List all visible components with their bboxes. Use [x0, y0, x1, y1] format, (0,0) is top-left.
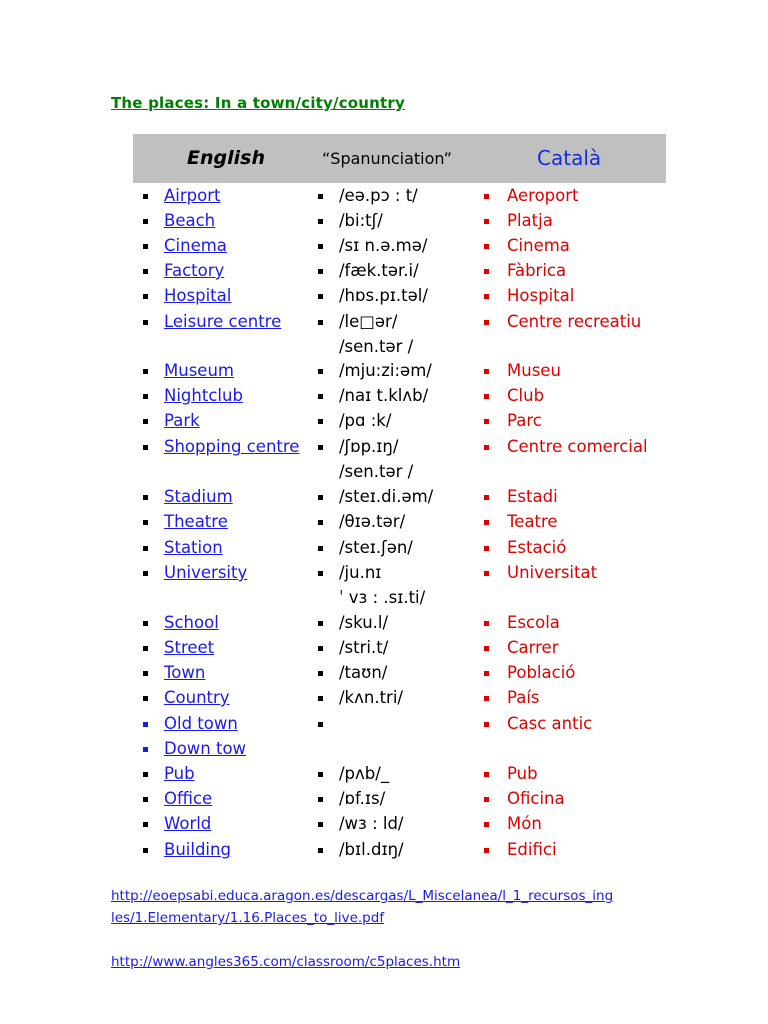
bullet-icon	[484, 194, 489, 199]
english-word-link[interactable]: Building	[164, 840, 231, 859]
catalan-word: Hospital	[507, 286, 575, 305]
bullet-icon	[143, 294, 148, 299]
catalan-word: Cinema	[507, 236, 570, 255]
english-word-link[interactable]: Down tow	[164, 739, 247, 758]
source-link-1[interactable]: http://eoepsabi.educa.aragon.es/descargas/L_Miscelanea/l_1_recursos_ing	[111, 888, 614, 904]
english-word-link[interactable]: Nightclub	[164, 386, 243, 405]
bullet-icon	[143, 546, 148, 551]
catalan-word: Centre comercial	[507, 437, 648, 456]
catalan-word: Aeroport	[507, 186, 579, 205]
pronunciation-text: /pʌb/_	[339, 764, 390, 783]
english-word-link[interactable]: Stadium	[164, 487, 233, 506]
bullet-icon	[484, 445, 489, 450]
english-word-link[interactable]: School	[164, 613, 219, 632]
table-header	[133, 134, 666, 183]
catalan-word: Museu	[507, 361, 561, 380]
english-word-link[interactable]: Airport	[164, 186, 221, 205]
english-word-link[interactable]: Beach	[164, 211, 216, 230]
english-word-link[interactable]: Park	[164, 411, 200, 430]
catalan-word: Universitat	[507, 563, 598, 582]
catalan-word: Platja	[507, 211, 553, 230]
pronunciation-text: /ju.nɪ	[339, 563, 382, 582]
bullet-icon	[484, 546, 489, 551]
bullet-icon	[484, 219, 489, 224]
pronunciation-text: /fæk.tər.i/	[339, 261, 419, 280]
bullet-icon	[318, 848, 323, 853]
bullet-icon	[143, 495, 148, 500]
header-spanunciation: “Spanunciation”	[322, 149, 452, 168]
pronunciation-text: /kʌn.tri/	[339, 688, 403, 707]
bullet-icon	[318, 696, 323, 701]
bullet-icon	[484, 722, 489, 727]
bullet-icon	[143, 671, 148, 676]
bullet-icon	[318, 219, 323, 224]
pronunciation-text: /ɒf.ɪs/	[339, 789, 386, 808]
pronunciation-text-continued: /sen.tər /	[339, 462, 414, 481]
english-word-link[interactable]: World	[164, 814, 212, 833]
bullet-icon	[143, 320, 148, 325]
catalan-word: Parc	[507, 411, 542, 430]
bullet-icon	[318, 320, 323, 325]
catalan-word: Club	[507, 386, 545, 405]
english-word-link[interactable]: Factory	[164, 261, 225, 280]
pronunciation-text: /sku.l/	[339, 613, 389, 632]
bullet-icon	[318, 822, 323, 827]
bullet-icon	[484, 646, 489, 651]
bullet-icon	[318, 621, 323, 626]
bullet-icon	[143, 445, 148, 450]
header-english: English	[187, 147, 265, 169]
pronunciation-text: /steɪ.di.əm/	[339, 487, 434, 506]
pronunciation-text: /steɪ.ʃən/	[339, 538, 413, 557]
bullet-icon	[143, 747, 148, 752]
english-word-link[interactable]: Leisure centre	[164, 312, 282, 331]
pronunciation-text: /wɜ : ld/	[339, 814, 404, 833]
pronunciation-text: /eə.pɔ : t/	[339, 186, 418, 205]
bullet-icon	[318, 445, 323, 450]
bullet-icon	[143, 419, 148, 424]
source-link-2[interactable]: http://www.angles365.com/classroom/c5places.htm	[111, 954, 461, 970]
bullet-icon	[143, 244, 148, 249]
english-word-link[interactable]: Town	[164, 663, 206, 682]
bullet-icon	[318, 722, 323, 727]
bullet-icon	[143, 696, 148, 701]
bullet-icon	[318, 546, 323, 551]
bullet-icon	[318, 571, 323, 576]
bullet-icon	[484, 244, 489, 249]
bullet-icon	[484, 848, 489, 853]
pronunciation-text: /θɪə.tər/	[339, 512, 406, 531]
bullet-icon	[484, 294, 489, 299]
catalan-word: Pub	[507, 764, 538, 783]
bullet-icon	[484, 822, 489, 827]
bullet-icon	[143, 772, 148, 777]
english-word-link[interactable]: Old town	[164, 714, 238, 733]
english-word-link[interactable]: University	[164, 563, 248, 582]
pronunciation-text: /taʊn/	[339, 663, 388, 682]
bullet-icon	[318, 671, 323, 676]
page-title: The places: In a town/city/country	[111, 94, 405, 112]
catalan-word: Estació	[507, 538, 567, 557]
pronunciation-text-continued: ˈ vɜ : .sɪ.ti/	[339, 588, 426, 607]
bullet-icon	[484, 419, 489, 424]
english-word-link[interactable]: Station	[164, 538, 223, 557]
bullet-icon	[143, 219, 148, 224]
bullet-icon	[484, 797, 489, 802]
bullet-icon	[484, 671, 489, 676]
bullet-icon	[318, 646, 323, 651]
bullet-icon	[143, 369, 148, 374]
bullet-icon	[484, 394, 489, 399]
catalan-word: Escola	[507, 613, 560, 632]
bullet-icon	[484, 369, 489, 374]
english-word-link[interactable]: Shopping centre	[164, 437, 300, 456]
pronunciation-text: /bi:tʃ/	[339, 211, 383, 230]
bullet-icon	[143, 571, 148, 576]
pronunciation-text: /le□ər/	[339, 312, 398, 331]
english-word-link[interactable]: Cinema	[164, 236, 227, 255]
bullet-icon	[143, 822, 148, 827]
catalan-word: Món	[507, 814, 542, 833]
bullet-icon	[143, 621, 148, 626]
pronunciation-text: /pɑ :k/	[339, 411, 392, 430]
bullet-icon	[143, 520, 148, 525]
bullet-icon	[484, 269, 489, 274]
english-word-link[interactable]: Museum	[164, 361, 234, 380]
bullet-icon	[318, 772, 323, 777]
catalan-word: Casc antic	[507, 714, 593, 733]
bullet-icon	[484, 320, 489, 325]
catalan-word: Població	[507, 663, 576, 682]
pronunciation-text: /sɪ n.ə.mə/	[339, 236, 428, 255]
pronunciation-text: /stri.t/	[339, 638, 389, 657]
english-word-link[interactable]: Pub	[164, 764, 195, 783]
bullet-icon	[318, 294, 323, 299]
english-word-link[interactable]: Office	[164, 789, 213, 808]
pronunciation-text: /bɪl.dɪŋ/	[339, 840, 404, 859]
bullet-icon	[143, 394, 148, 399]
bullet-icon	[143, 194, 148, 199]
bullet-icon	[484, 696, 489, 701]
catalan-word: Estadi	[507, 487, 558, 506]
bullet-icon	[143, 646, 148, 651]
bullet-icon	[484, 772, 489, 777]
pronunciation-text: /mju:zi:əm/	[339, 361, 432, 380]
english-word-link[interactable]: Hospital	[164, 286, 232, 305]
bullet-icon	[143, 848, 148, 853]
bullet-icon	[143, 722, 148, 727]
catalan-word: Teatre	[507, 512, 558, 531]
english-word-link[interactable]: Country	[164, 688, 230, 707]
bullet-icon	[318, 269, 323, 274]
english-word-link[interactable]: Theatre	[164, 512, 228, 531]
bullet-icon	[484, 495, 489, 500]
bullet-icon	[318, 394, 323, 399]
source-link-1-continued[interactable]: les/1.Elementary/1.16.Places_to_live.pdf	[111, 910, 385, 926]
bullet-icon	[484, 621, 489, 626]
header-catala: Català	[537, 146, 602, 170]
bullet-icon	[318, 419, 323, 424]
bullet-icon	[318, 244, 323, 249]
bullet-icon	[484, 571, 489, 576]
catalan-word: País	[507, 688, 540, 707]
pronunciation-text: /naɪ t.klʌb/	[339, 386, 429, 405]
bullet-icon	[318, 369, 323, 374]
pronunciation-text: /ʃɒp.ɪŋ/	[339, 437, 399, 456]
catalan-word: Oficina	[507, 789, 565, 808]
catalan-word: Carrer	[507, 638, 559, 657]
bullet-icon	[143, 269, 148, 274]
catalan-word: Edifici	[507, 840, 557, 859]
bullet-icon	[484, 520, 489, 525]
catalan-word: Centre recreatiu	[507, 312, 642, 331]
bullet-icon	[318, 520, 323, 525]
bullet-icon	[318, 797, 323, 802]
pronunciation-text: /hɒs.pɪ.təl/	[339, 286, 428, 305]
english-word-link[interactable]: Street	[164, 638, 215, 657]
bullet-icon	[143, 797, 148, 802]
bullet-icon	[318, 495, 323, 500]
bullet-icon	[318, 194, 323, 199]
pronunciation-text-continued: /sen.tər /	[339, 337, 414, 356]
catalan-word: Fàbrica	[507, 261, 567, 280]
